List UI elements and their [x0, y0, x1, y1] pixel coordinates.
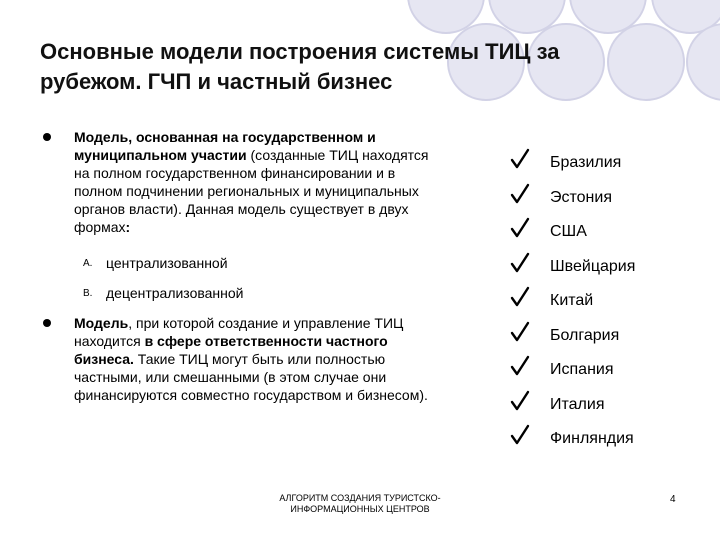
sub-text: централизованной: [106, 255, 228, 271]
country-list: [510, 148, 710, 459]
bullet-dot-icon: [43, 133, 51, 141]
sub-marker: B.: [83, 288, 93, 299]
bullet-text: Такие ТИЦ могут быть или полностью частными, или смешанными (в этом случае они финансируются совместно государством и бизнесом).: [74, 351, 428, 403]
checkmark-icon: [510, 321, 530, 343]
country-item: [510, 183, 710, 218]
sub-item-decentralized: [40, 284, 435, 302]
checkmark-icon: [510, 390, 530, 412]
bullet-state-model: [40, 128, 435, 236]
country-label: Китай: [550, 292, 594, 309]
country-item: [510, 252, 710, 287]
country-label: Финляндия: [550, 430, 634, 447]
country-label: Италия: [550, 395, 605, 413]
bullet-dot-icon: [43, 319, 51, 327]
bullet-bold-text: Модель: [74, 315, 129, 331]
deco-circle: [687, 24, 720, 100]
title-line: Основные модели построения системы ТИЦ за: [40, 39, 560, 64]
checkmark-icon: [510, 252, 530, 274]
sub-text: децентрализованной: [106, 285, 244, 301]
content-left: [40, 128, 435, 404]
sub-marker: A.: [83, 258, 93, 269]
country-item: [510, 390, 710, 425]
page-number: 4: [670, 494, 676, 505]
slide-footer: [250, 493, 470, 515]
country-label: Бразилия: [550, 154, 622, 171]
country-item: [510, 217, 710, 252]
slide-title: [40, 37, 660, 97]
bullet-bold-text: в сфере ответственности частного бизнеса.: [74, 333, 388, 367]
checkmark-icon: [510, 183, 530, 205]
bullet-text: , при которой создание и управление ТИЦ находится: [74, 315, 404, 349]
bullet-private-model: [40, 314, 435, 404]
checkmark-icon: [510, 148, 530, 170]
checkmark-icon: [510, 217, 530, 239]
bullet-colon: :: [125, 219, 131, 235]
footer-line: ИНФОРМАЦИОННЫХ ЦЕНТРОВ: [290, 504, 430, 514]
title-line: рубежом. ГЧП и частный бизнес: [40, 69, 393, 94]
bullet-bold-text: Модель, основанная на государственном и муниципальном участии: [74, 129, 376, 163]
footer-line: АЛГОРИТМ СОЗДАНИЯ ТУРИСТСКО-: [279, 493, 441, 503]
checkmark-icon: [510, 355, 530, 377]
country-label: Болгария: [550, 326, 620, 344]
country-item: [510, 424, 710, 459]
country-label: Швейцария: [550, 257, 636, 275]
country-item: [510, 148, 710, 183]
country-label: Эстония: [550, 188, 612, 206]
country-item: [510, 355, 710, 390]
bullet-text: (созданные ТИЦ находятся на полном государственном финансировании и в полном подчинении региональных и муниципальных органов власти). Данная модель существует в двух формах: [74, 147, 429, 235]
country-item: [510, 286, 710, 321]
country-label: США: [550, 223, 587, 240]
checkmark-icon: [510, 424, 530, 446]
sub-item-centralized: [40, 254, 435, 272]
country-item: [510, 321, 710, 356]
country-label: Испания: [550, 361, 614, 378]
checkmark-icon: [510, 286, 530, 308]
